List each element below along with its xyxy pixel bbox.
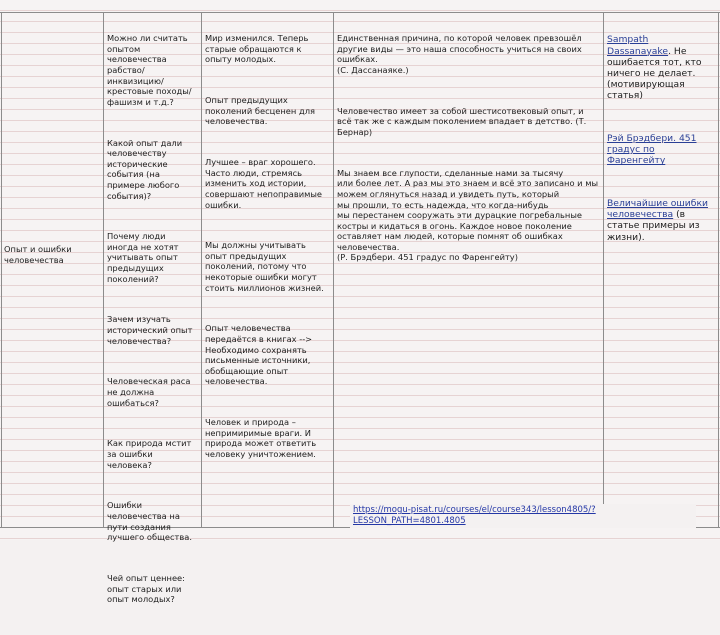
quote-item: Человечество имеет за собой шестисотвековый опыт, и всё так же с каждым поколением впадает в детство. (Т. Бернар) (337, 105, 587, 137)
source-note: (в статье примеры из жизни). (607, 209, 700, 243)
question-item: Человеческая раса не должна ошибаться? (107, 376, 191, 408)
questions-column (107, 12, 199, 635)
source-link[interactable]: Рэй Брэдбери. 451 градус по Фаренгейту (607, 133, 697, 167)
source-link[interactable]: Sampath Dassanayake (607, 34, 669, 57)
column-divider (603, 12, 604, 528)
quote-item: Мы знаем все глупости, сделанные нами за тысячу или более лет. А раз мы это знаем и всё это записано и мы можем оглянуться назад и увидеть путь, который мы прошли, то есть надежда, что когда-нибудь мы перестанем сооружать эти дурацкие погребальные костры и кидаться в огонь. Каждое новое поколение оставляет нам людей, которые помнят об ошибках человечества. (Р. Брэдбери. 451 градус по Фаренгейту) (337, 167, 599, 263)
thesis-item: Мир изменился. Теперь старые обращаются к опыту молодых. (205, 33, 309, 65)
question-item: Чей опыт ценнее: опыт старых или опыт молодых? (107, 572, 185, 605)
source-item (607, 198, 715, 243)
quotes-column (337, 12, 599, 293)
topic-cell: Опыт и ошибки человечества (4, 244, 72, 265)
column-divider (718, 12, 719, 528)
column-divider (103, 12, 104, 528)
thesis-item: Опыт предыдущих поколений бесценен для человечества. (205, 95, 315, 127)
source-item (607, 34, 715, 101)
question-item: Как природа мстит за ошибки человека? (107, 438, 192, 470)
thesis-item: Человек и природа – непримиримые враги. И природа может ответить человеку уничтожением. (205, 417, 317, 459)
column-divider (333, 12, 334, 528)
theses-column (205, 12, 330, 490)
thesis-item: Лучшее – враг хорошего. Часто люди, стремясь изменить ход истории, совершают непоправимые ошибки. (205, 157, 323, 210)
thesis-item: Мы должны учитывать опыт предыдущих поколений, потому что некоторые ошибки могут стоить миллионов жизней. (205, 240, 324, 293)
source-note: . Не ошибается тот, кто ничего не делает. (мотивирующая статья) (607, 45, 702, 102)
source-link[interactable]: Величайшие ошибки человечества (607, 198, 708, 221)
source-url-link[interactable]: https://mogu-pisat.ru/courses/el/course343/lesson4805/?LESSON_PATH=4801.4805 (350, 504, 696, 528)
question-item: Почему люди иногда не хотят учитывать опыт предыдущих поколений? (107, 231, 179, 284)
column-divider (1, 12, 2, 528)
question-item: Какой опыт дали человечеству исторические события (на примере любого события)? (107, 137, 183, 201)
column-divider (201, 12, 202, 528)
question-item: Можно ли считать опытом человечества рабство/ инквизицию/ крестовые походы/ фашизм и т.д.? (107, 33, 192, 107)
sources-column (607, 12, 715, 274)
question-item: Ошибки человечества на пути создания лучшего общества. (107, 500, 193, 543)
thesis-item: Опыт человечества передаётся в книгах --> Необходимо сохранять письменные источники, обобщающие опыт человечества. (205, 323, 313, 387)
question-item: Зачем изучать исторический опыт человечества? (107, 314, 193, 346)
source-item (607, 133, 715, 167)
quote-item: Единственная причина, по которой человек превзошёл другие виды — это наша способность учиться на своих ошибках. (С. Дассанаяке.) (337, 33, 582, 75)
